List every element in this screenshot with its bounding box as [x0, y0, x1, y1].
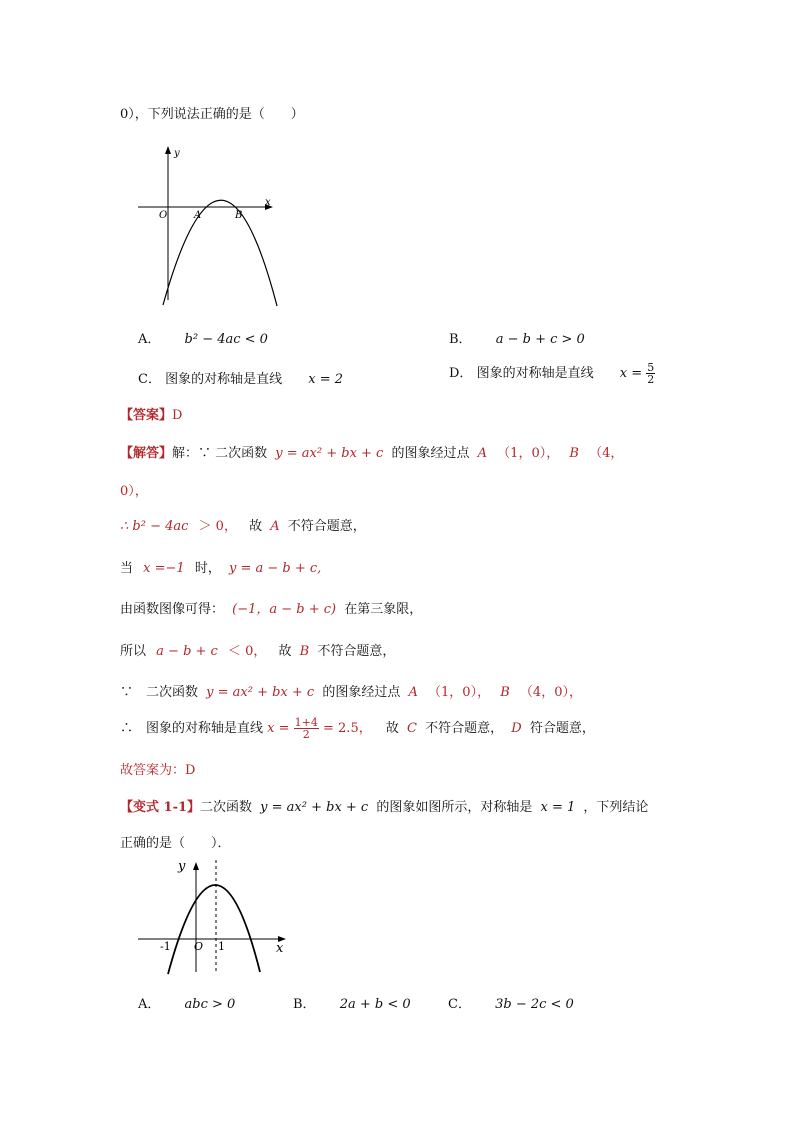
final-answer: 故答案为：D [120, 763, 196, 778]
answer-value: D [172, 408, 183, 423]
solution-text: 时， [194, 561, 221, 576]
solution-line-6 [120, 640, 395, 659]
option-a [138, 328, 268, 347]
sum-expr: a − b + c [156, 644, 218, 659]
tick-neg1-label: -1 [160, 940, 171, 953]
solution-text: 解：∵ 二次函数 [172, 446, 268, 461]
option-b-expr: a − b + c > 0 [495, 332, 585, 347]
solution-text: 故 [385, 721, 399, 736]
parabola-curve [168, 885, 260, 974]
solution-text: 故 [278, 644, 292, 659]
variant-axis-expr: x = 1 [540, 800, 576, 815]
point-a-coord: （1，0）， [428, 685, 491, 700]
axis-denominator: 2 [302, 728, 310, 741]
point-a: A [408, 685, 418, 700]
tick-1-label: 1 [218, 940, 225, 953]
answer-line [120, 404, 182, 423]
solution-text: 由函数图像可得： [120, 602, 225, 617]
point-b: B [569, 446, 579, 461]
variant-line-2: 正确的是（ ）． [120, 836, 231, 851]
point-b: B [500, 685, 510, 700]
solution-text: ∴ 图象的对称轴是直线 [120, 721, 264, 736]
solution-text: 不符合题意， [425, 721, 504, 736]
y-axis-label: y [174, 148, 180, 159]
variant-option-c-letter: C． [448, 997, 471, 1012]
option-ref-c: C [407, 721, 417, 736]
solution-text: 符合题意， [529, 721, 595, 736]
solution-line-7 [120, 681, 582, 700]
point-b-coord: （4，0）， [519, 685, 582, 700]
point-expr: (−1，a − b + c) [232, 602, 337, 617]
point-a-label: A [194, 210, 202, 221]
parabola-curve [163, 200, 277, 306]
solution-text: 不符合题意， [317, 644, 396, 659]
x-value-expr: x =−1 [143, 561, 185, 576]
option-ref-b: B [299, 644, 310, 659]
comparison: ＜ 0， [227, 644, 267, 659]
parabola-graph-1 [130, 140, 280, 310]
option-a-letter: A． [138, 332, 161, 347]
variant-option-b [293, 993, 411, 1012]
variant-text: ，下列结论 [583, 800, 649, 815]
axis-var: x = [267, 721, 290, 736]
option-d-var: x = [619, 366, 643, 381]
option-c-expr: x = 2 [308, 372, 344, 387]
x-axis-label: x [265, 197, 271, 208]
variant-function-expr: y = ax² + bx + c [260, 800, 369, 815]
function-expr: y = ax² + bx + c [206, 685, 315, 700]
x-axis-label: x [276, 941, 284, 956]
solution-text: 在第三象限， [344, 602, 423, 617]
solution-text: 所以 [120, 644, 147, 659]
solution-line-2: 0）， [120, 484, 148, 499]
variant-line-1 [120, 796, 648, 815]
solution-text: 的图象经过点 [391, 446, 470, 461]
axis-numerator: 1+4 [294, 716, 318, 729]
variant-option-c [448, 993, 574, 1012]
axis-value: = 2.5， [323, 721, 372, 736]
discriminant-expr: ∴ b² − 4ac [120, 519, 189, 534]
option-d-letter: D． [449, 366, 473, 381]
solution-line-4 [120, 557, 321, 576]
option-d-numerator: 5 [647, 361, 655, 374]
point-a-coord: （1，0）， [497, 446, 560, 461]
option-d-fraction [646, 362, 655, 385]
origin-label: O [159, 210, 168, 221]
solution-line-1 [120, 442, 623, 461]
option-d-denominator: 2 [647, 373, 655, 386]
solution-text: 的图象经过点 [322, 685, 401, 700]
solution-label: 【解答】 [120, 446, 173, 461]
variant-option-a-expr: abc > 0 [184, 997, 236, 1012]
solution-text: 故 [249, 519, 263, 534]
option-a-expr: b² − 4ac < 0 [184, 332, 268, 347]
option-c-letter: C． [138, 372, 161, 387]
comparison: ＞ 0， [198, 519, 237, 534]
variant-label: 【变式 1-1】 [120, 800, 201, 815]
axis-fraction [294, 717, 319, 740]
parabola-graph-2 [130, 852, 290, 977]
point-b-label: B [235, 210, 243, 221]
solution-line-5 [120, 598, 422, 617]
solution-line-3 [120, 515, 366, 534]
option-d [449, 362, 655, 385]
variant-option-a [138, 993, 235, 1012]
point-a: A [477, 446, 488, 461]
variant-option-b-expr: 2a + b < 0 [339, 997, 411, 1012]
point-b-coord: （4， [589, 446, 624, 461]
variant-option-a-letter: A． [138, 997, 161, 1012]
variant-text: 二次函数 [200, 800, 253, 815]
option-ref-a: A [270, 519, 280, 534]
variant-option-c-expr: 3b − 2c < 0 [495, 997, 574, 1012]
answer-label: 【答案】 [120, 408, 173, 423]
option-c-text: 图象的对称轴是直线 [165, 372, 283, 387]
variant-text: 的图象如图所示，对称轴是 [376, 800, 533, 815]
option-b-letter: B． [449, 332, 472, 347]
solution-text: 不符合题意， [287, 519, 366, 534]
option-c [138, 368, 343, 387]
solution-text: 当 [120, 561, 134, 576]
option-ref-d: D [511, 721, 522, 736]
y-axis-label: y [178, 859, 186, 874]
function-expr: y = ax² + bx + c [275, 446, 384, 461]
option-d-text: 图象的对称轴是直线 [476, 366, 594, 381]
option-b [449, 328, 585, 347]
y-value-expr: y = a − b + c, [228, 561, 322, 576]
solution-text: ∵ 二次函数 [120, 685, 199, 700]
solution-line-8 [120, 717, 595, 740]
origin-label: O [194, 940, 204, 953]
variant-option-b-letter: B． [293, 997, 316, 1012]
question-stem: 0），下列说法正确的是（ ） [120, 107, 304, 122]
